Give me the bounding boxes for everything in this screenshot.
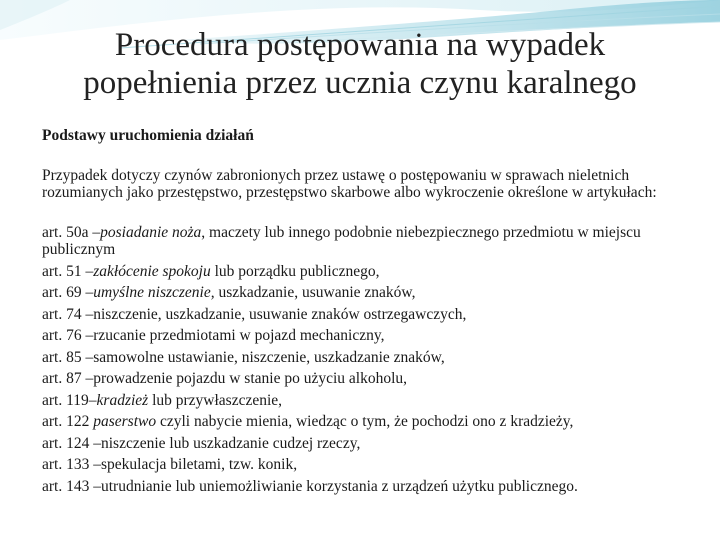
article-item xyxy=(42,349,712,367)
article-item xyxy=(42,478,712,496)
article-italic-term: kradzież xyxy=(96,391,149,409)
article-prefix: art. 50a – xyxy=(42,223,101,241)
article-description: lub porządku publicznego, xyxy=(210,262,380,280)
article-item xyxy=(42,413,712,431)
article-description: , maczety lub innego podobnie niebezpiecznego przedmiotu w miejscu publicznym xyxy=(42,223,641,258)
article-prefix: art. 85 – xyxy=(42,348,94,366)
article-description: prowadzenie pojazdu w stanie po użyciu alkoholu, xyxy=(93,370,408,387)
intro-paragraph: Przypadek dotyczy czynów zabronionych przez ustawę o postępowaniu w sprawach nieletnich rozumianych jako przestępstwo, przestępstwo skarbowe albo wykroczenie określone w artykułach: xyxy=(42,166,657,201)
article-italic-term: posiadanie noża xyxy=(100,223,202,241)
article-description: spekulacja biletami, tzw. konik, xyxy=(100,456,298,473)
article-italic-term: umyślne niszczenie, xyxy=(93,284,215,301)
article-italic-term: zakłócenie spokoju xyxy=(93,262,211,280)
slide-content xyxy=(42,127,712,499)
article-prefix: art. 122 xyxy=(42,413,94,430)
article-description: czyli nabycie mienia, wiedząc o tym, że pochodzi ono z kradzieży, xyxy=(156,413,574,430)
article-item xyxy=(42,370,712,388)
article-prefix: art. 143 – xyxy=(42,477,101,495)
article-item xyxy=(42,435,712,453)
article-prefix: art. 119– xyxy=(42,391,97,409)
slide-title xyxy=(20,26,700,102)
title-line-2: popełnienia przez ucznia czynu karalnego xyxy=(83,65,637,101)
section-heading: Podstawy uruchomienia działań xyxy=(42,127,254,144)
article-item xyxy=(42,392,712,410)
article-item xyxy=(42,306,712,324)
article-description: samowolne ustawianie, niszczenie, uszkadzanie znaków, xyxy=(93,348,445,366)
article-description: niszczenie lub uszkadzanie cudzej rzeczy, xyxy=(100,434,361,452)
article-description: lub przywłaszczenie, xyxy=(148,391,283,409)
article-list xyxy=(42,224,712,496)
article-description: uszkadzanie, usuwanie znaków, xyxy=(214,284,416,301)
article-prefix: art. 74 – xyxy=(42,305,94,323)
article-italic-term: paserstwo xyxy=(93,413,157,430)
article-prefix: art. 51 – xyxy=(42,262,94,280)
article-item xyxy=(42,284,712,302)
article-prefix: art. 133 – xyxy=(42,456,101,473)
article-item xyxy=(42,456,712,474)
article-prefix: art. 69 – xyxy=(42,284,94,301)
article-prefix: art. 87 – xyxy=(42,370,94,387)
article-prefix: art. 76 – xyxy=(42,327,94,344)
title-line-1: Procedura postępowania na wypadek xyxy=(114,27,606,63)
article-item xyxy=(42,263,712,281)
article-item xyxy=(42,224,712,259)
article-item xyxy=(42,327,712,345)
article-prefix: art. 124 – xyxy=(42,434,101,452)
article-description: utrudnianie lub uniemożliwianie korzystania z urządzeń użytku publicznego. xyxy=(100,477,578,495)
article-description: rzucanie przedmiotami w pojazd mechaniczny, xyxy=(93,327,385,344)
article-description: niszczenie, uszkadzanie, usuwanie znaków ostrzegawczych, xyxy=(93,305,467,323)
